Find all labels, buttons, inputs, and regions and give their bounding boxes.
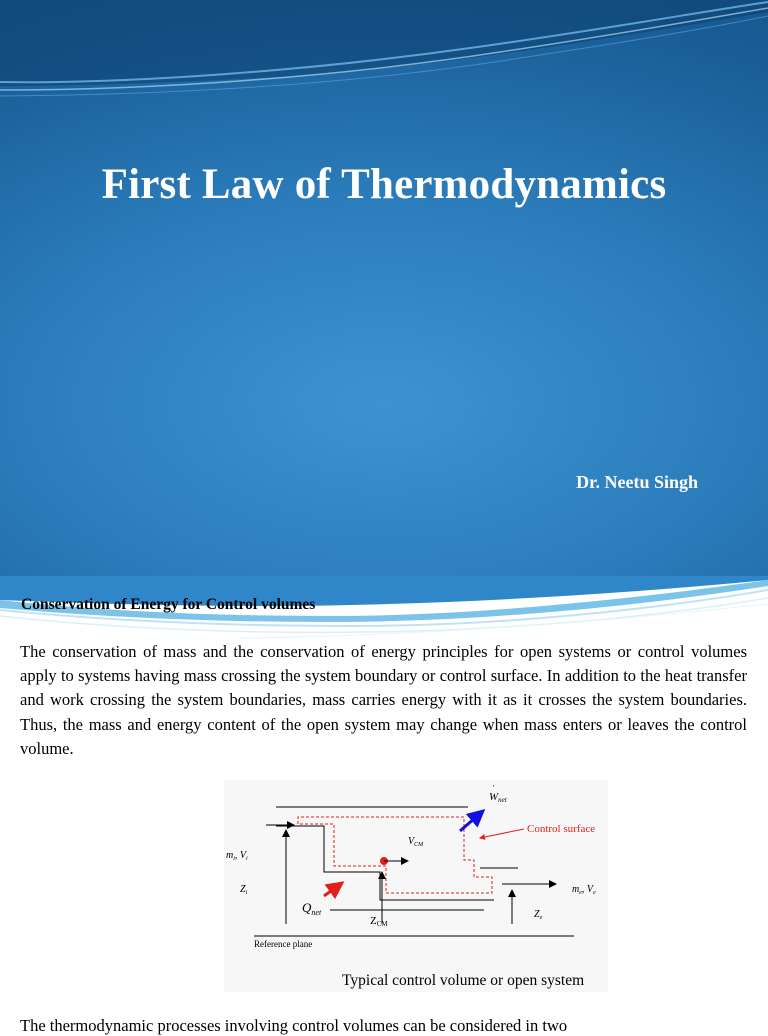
duct-walls	[276, 807, 518, 910]
heat-arrow	[324, 883, 342, 896]
control-volume-figure	[224, 780, 608, 992]
content-slide	[0, 576, 768, 1035]
work-arrow	[460, 811, 483, 831]
work-dot: ·	[492, 781, 495, 791]
control-surface-label: Control surface	[527, 823, 596, 835]
control-surface-pointer	[480, 829, 524, 838]
slide-title: First Law of Thermodynamics	[101, 161, 667, 208]
body-paragraph: The conservation of mass and the conservation of energy principles for open systems or control volumes apply to systems having mass crossing the system boundary or control surface. In addition to the heat transfer and work crossing the system boundaries, mass carries energy with it as it crosses the system boundaries. Thus, the mass and energy content of the open system may change when mass enters or leaves the control volume.	[20, 642, 747, 758]
heat-label: $Q_{net}$	[302, 900, 322, 917]
reference-plane-label: Reference plane	[254, 939, 313, 949]
ze-label: $Z_e$	[534, 909, 543, 921]
work-label: Wnet	[489, 791, 507, 804]
control-volume-diagram	[224, 780, 608, 992]
trailing-text: The thermodynamic processes involving control volumes can be considered in two	[20, 1016, 568, 1035]
section-heading: Conservation of Energy for Control volumes	[21, 596, 316, 613]
exit-label: $m_e$, $V_e$	[572, 884, 596, 896]
zcm-label: ZCM	[370, 915, 388, 928]
inlet-label: $m_i$, $V_i$	[226, 850, 248, 862]
author-name: Dr. Neetu Singh	[576, 472, 698, 492]
zi-label: $Z_i$	[240, 884, 248, 896]
figure-caption: Typical control volume or open system	[342, 972, 585, 989]
velocity-cm-label: $V_{CM}$	[408, 836, 424, 848]
decorative-swoosh	[0, 0, 768, 110]
